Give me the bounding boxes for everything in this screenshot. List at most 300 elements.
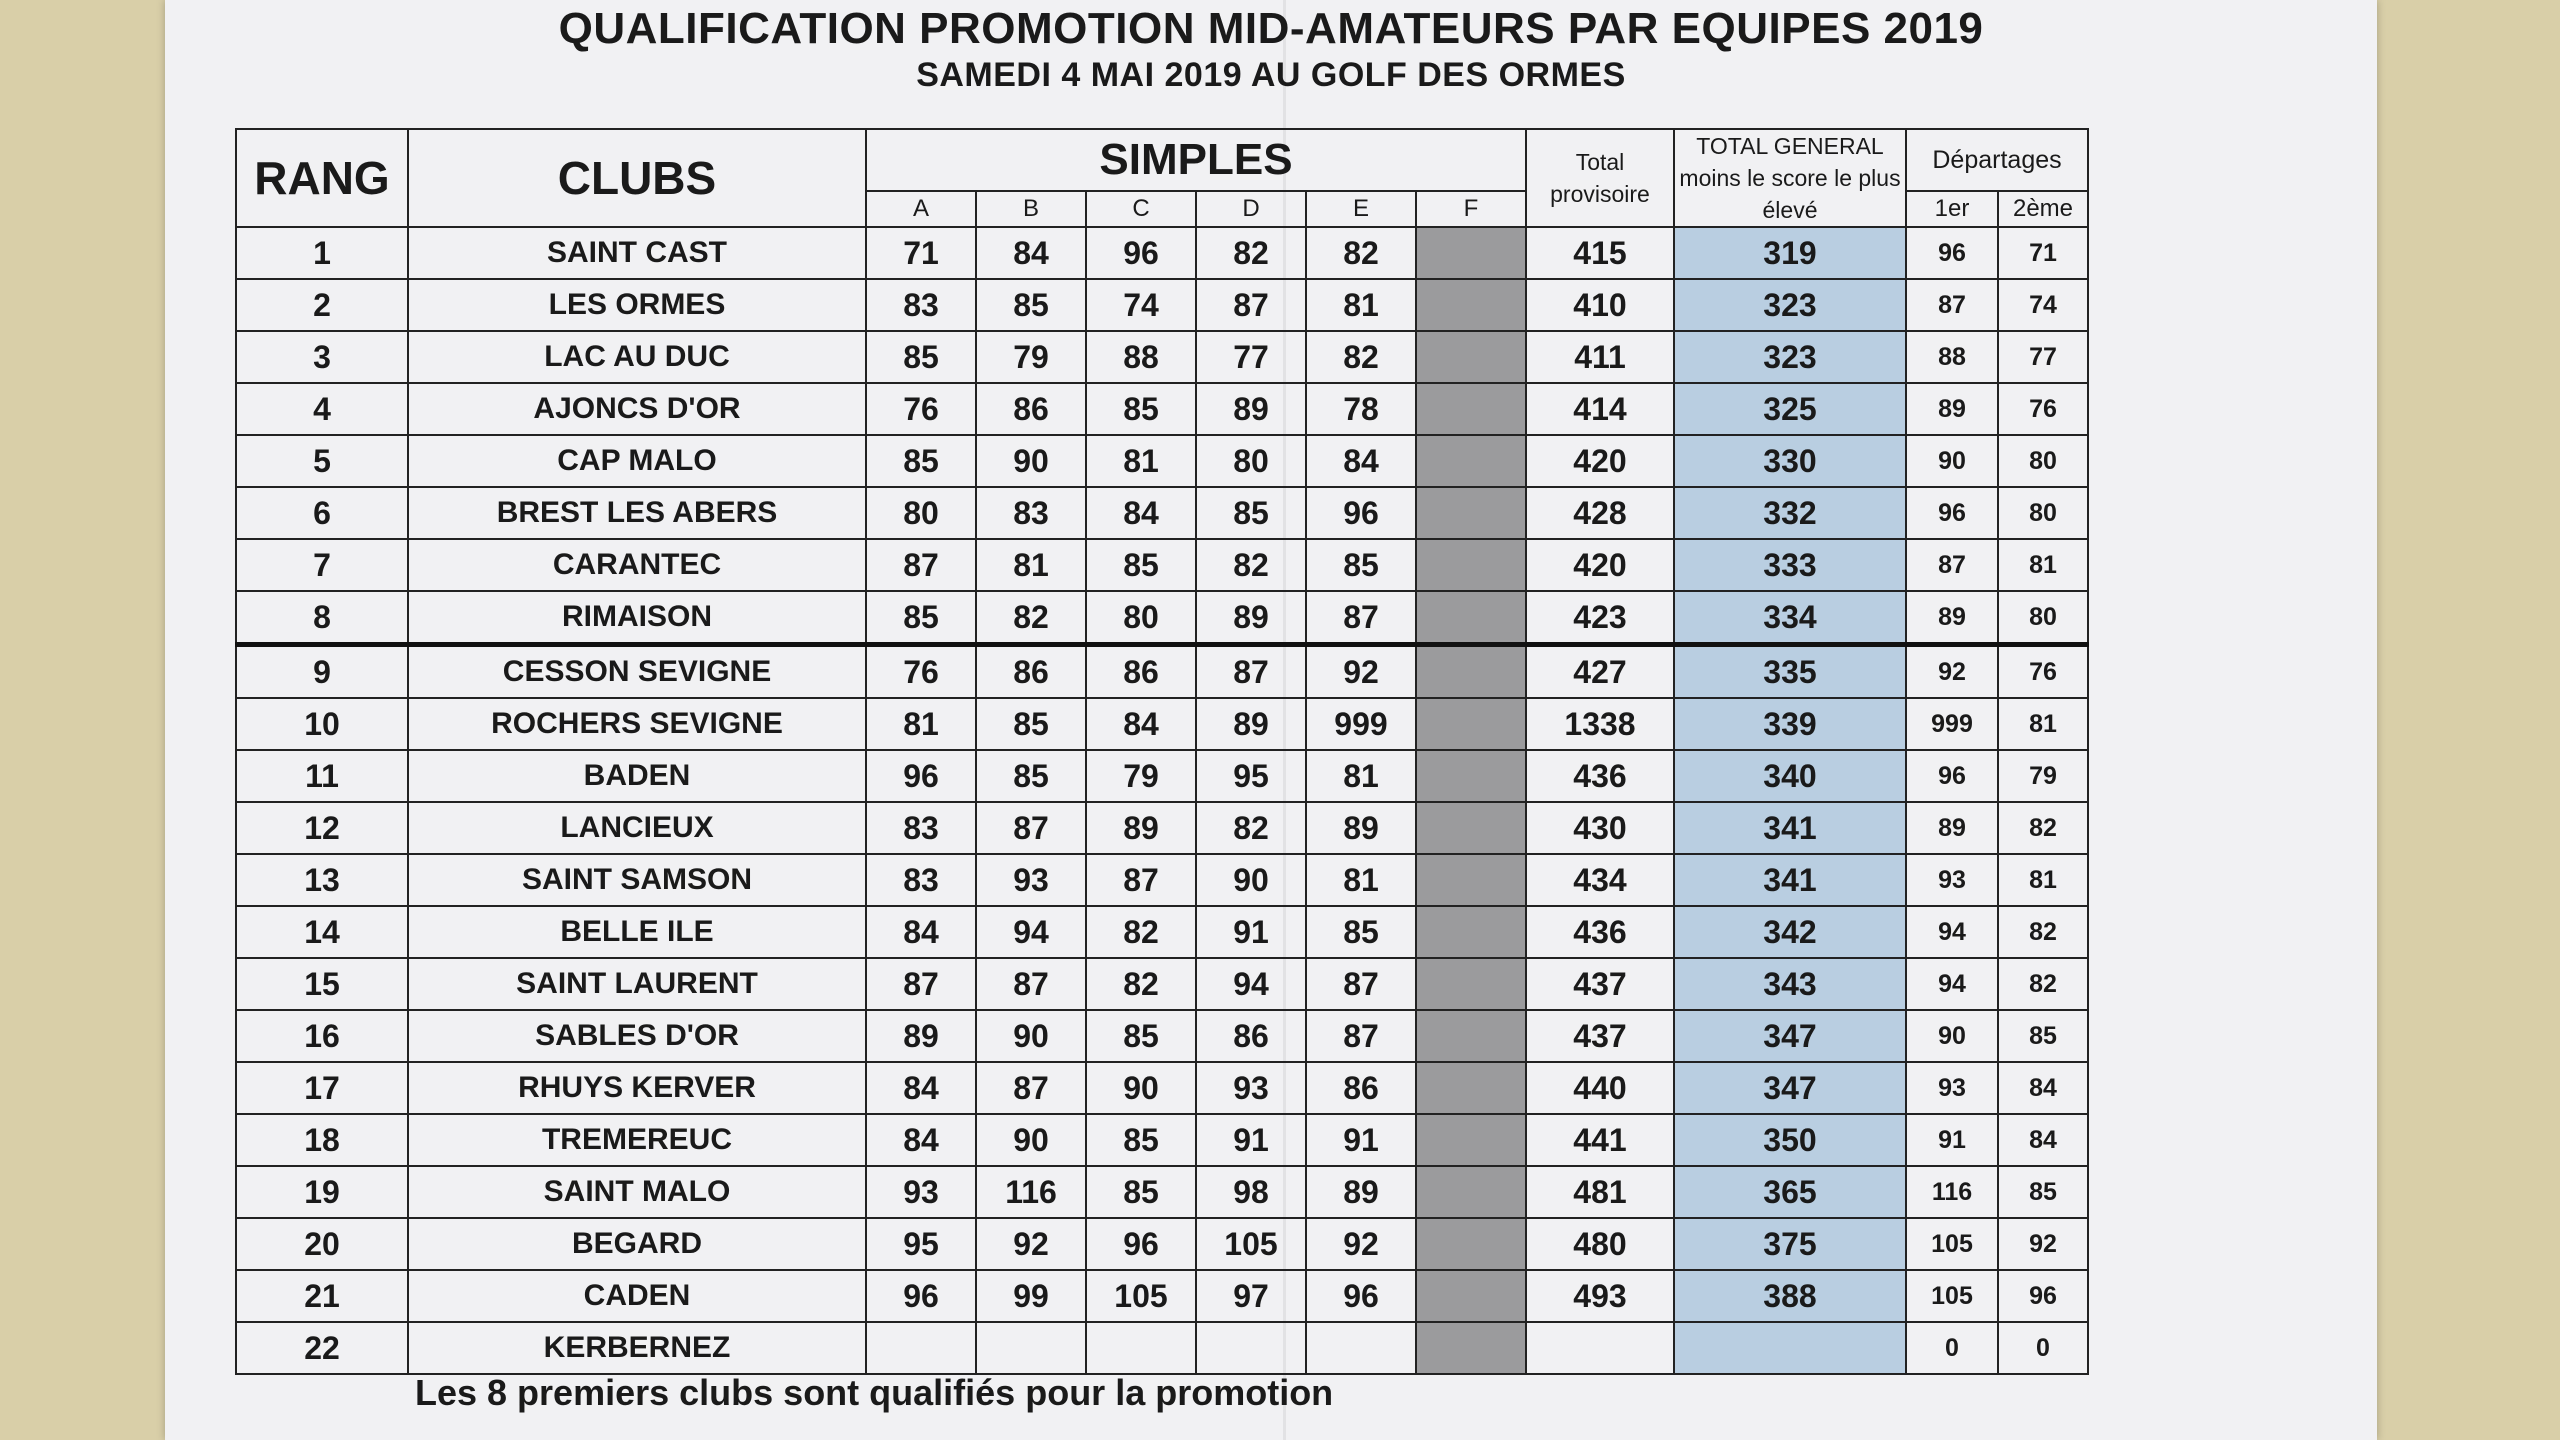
score-b-cell: 87 <box>976 802 1086 854</box>
results-body <box>236 227 2088 1374</box>
score-a-cell: 85 <box>866 435 976 487</box>
score-c-cell: 81 <box>1086 435 1196 487</box>
score-e-cell: 999 <box>1306 698 1416 750</box>
score-f-cell <box>1416 227 1526 279</box>
table-row <box>236 331 2088 383</box>
rang-cell: 5 <box>236 435 408 487</box>
table-row <box>236 750 2088 802</box>
score-d-cell: 86 <box>1196 1010 1306 1062</box>
total-general-cell: 339 <box>1674 698 1906 750</box>
score-f-cell <box>1416 645 1526 699</box>
score-c-cell: 96 <box>1086 227 1196 279</box>
score-a-cell: 87 <box>866 539 976 591</box>
departage-2eme-cell: 82 <box>1998 958 2088 1010</box>
score-d-cell: 82 <box>1196 227 1306 279</box>
departage-1er-cell: 116 <box>1906 1166 1998 1218</box>
score-f-cell <box>1416 279 1526 331</box>
score-a-cell: 83 <box>866 854 976 906</box>
score-d-cell: 82 <box>1196 539 1306 591</box>
departage-2eme-cell: 79 <box>1998 750 2088 802</box>
score-c-cell: 84 <box>1086 487 1196 539</box>
score-e-cell: 85 <box>1306 539 1416 591</box>
score-d-cell: 77 <box>1196 331 1306 383</box>
total-provisoire-cell: 420 <box>1526 435 1674 487</box>
club-cell: BEGARD <box>408 1218 866 1270</box>
table-row <box>236 958 2088 1010</box>
score-a-cell: 81 <box>866 698 976 750</box>
departage-2eme-cell: 92 <box>1998 1218 2088 1270</box>
departage-2eme-cell: 81 <box>1998 698 2088 750</box>
departage-1er-cell: 93 <box>1906 854 1998 906</box>
header-rang: RANG <box>236 129 408 227</box>
score-e-cell <box>1306 1322 1416 1374</box>
departage-1er-cell: 93 <box>1906 1062 1998 1114</box>
score-e-cell: 81 <box>1306 854 1416 906</box>
score-c-cell: 80 <box>1086 591 1196 645</box>
table-row <box>236 906 2088 958</box>
departage-2eme-cell: 81 <box>1998 539 2088 591</box>
table-row <box>236 487 2088 539</box>
table-row <box>236 1166 2088 1218</box>
total-general-cell: 347 <box>1674 1010 1906 1062</box>
score-e-cell: 96 <box>1306 1270 1416 1322</box>
score-a-cell: 87 <box>866 958 976 1010</box>
departage-1er-cell: 96 <box>1906 487 1998 539</box>
score-e-cell: 92 <box>1306 645 1416 699</box>
score-e-cell: 96 <box>1306 487 1416 539</box>
table-row <box>236 1114 2088 1166</box>
departage-1er-cell: 87 <box>1906 539 1998 591</box>
total-provisoire-cell: 1338 <box>1526 698 1674 750</box>
club-cell: AJONCS D'OR <box>408 383 866 435</box>
score-b-cell: 94 <box>976 906 1086 958</box>
score-d-cell: 91 <box>1196 1114 1306 1166</box>
score-b-cell: 79 <box>976 331 1086 383</box>
total-general-cell: 334 <box>1674 591 1906 645</box>
departage-1er-cell: 0 <box>1906 1322 1998 1374</box>
table-row <box>236 539 2088 591</box>
total-general-cell: 332 <box>1674 487 1906 539</box>
club-cell: CADEN <box>408 1270 866 1322</box>
score-f-cell <box>1416 435 1526 487</box>
score-f-cell <box>1416 383 1526 435</box>
score-f-cell <box>1416 1218 1526 1270</box>
score-a-cell: 96 <box>866 1270 976 1322</box>
table-row <box>236 227 2088 279</box>
score-f-cell <box>1416 1010 1526 1062</box>
score-b-cell: 82 <box>976 591 1086 645</box>
score-d-cell: 105 <box>1196 1218 1306 1270</box>
total-general-cell: 333 <box>1674 539 1906 591</box>
score-d-cell: 91 <box>1196 906 1306 958</box>
score-b-cell: 83 <box>976 487 1086 539</box>
total-provisoire-cell: 430 <box>1526 802 1674 854</box>
score-a-cell: 96 <box>866 750 976 802</box>
score-c-cell: 85 <box>1086 1166 1196 1218</box>
score-d-cell: 93 <box>1196 1062 1306 1114</box>
score-f-cell <box>1416 487 1526 539</box>
score-e-cell: 78 <box>1306 383 1416 435</box>
table-row <box>236 645 2088 699</box>
header-dep-2eme: 2ème <box>1998 191 2088 227</box>
club-cell: SAINT CAST <box>408 227 866 279</box>
club-cell: SAINT MALO <box>408 1166 866 1218</box>
header-col-e: E <box>1306 191 1416 227</box>
score-c-cell: 82 <box>1086 906 1196 958</box>
score-f-cell <box>1416 591 1526 645</box>
rang-cell: 16 <box>236 1010 408 1062</box>
score-e-cell: 91 <box>1306 1114 1416 1166</box>
score-f-cell <box>1416 854 1526 906</box>
table-row <box>236 698 2088 750</box>
departage-1er-cell: 999 <box>1906 698 1998 750</box>
rang-cell: 6 <box>236 487 408 539</box>
score-a-cell: 89 <box>866 1010 976 1062</box>
header-col-a: A <box>866 191 976 227</box>
score-b-cell: 86 <box>976 383 1086 435</box>
total-provisoire-cell: 437 <box>1526 958 1674 1010</box>
total-general-cell: 341 <box>1674 854 1906 906</box>
table-row <box>236 854 2088 906</box>
departage-1er-cell: 92 <box>1906 645 1998 699</box>
score-e-cell: 81 <box>1306 750 1416 802</box>
score-c-cell: 89 <box>1086 802 1196 854</box>
rang-cell: 14 <box>236 906 408 958</box>
table-row <box>236 383 2088 435</box>
departage-2eme-cell: 77 <box>1998 331 2088 383</box>
club-cell: CAP MALO <box>408 435 866 487</box>
score-c-cell: 87 <box>1086 854 1196 906</box>
total-general-cell: 341 <box>1674 802 1906 854</box>
total-general-cell: 340 <box>1674 750 1906 802</box>
departage-1er-cell: 94 <box>1906 906 1998 958</box>
club-cell: LANCIEUX <box>408 802 866 854</box>
score-e-cell: 82 <box>1306 331 1416 383</box>
score-e-cell: 89 <box>1306 1166 1416 1218</box>
departage-1er-cell: 91 <box>1906 1114 1998 1166</box>
rang-cell: 2 <box>236 279 408 331</box>
total-provisoire-cell: 436 <box>1526 906 1674 958</box>
score-b-cell: 90 <box>976 1010 1086 1062</box>
table-row <box>236 1062 2088 1114</box>
total-general-cell: 388 <box>1674 1270 1906 1322</box>
score-a-cell: 95 <box>866 1218 976 1270</box>
header-simples: SIMPLES <box>866 129 1526 191</box>
score-a-cell <box>866 1322 976 1374</box>
rang-cell: 22 <box>236 1322 408 1374</box>
total-general-cell: 335 <box>1674 645 1906 699</box>
score-d-cell: 89 <box>1196 698 1306 750</box>
rang-cell: 18 <box>236 1114 408 1166</box>
total-provisoire-cell: 415 <box>1526 227 1674 279</box>
header-general: TOTAL GENERAL moins le score le plus élevé <box>1674 129 1906 227</box>
results-table <box>235 128 2089 1375</box>
total-provisoire-cell: 480 <box>1526 1218 1674 1270</box>
score-a-cell: 93 <box>866 1166 976 1218</box>
score-f-cell <box>1416 539 1526 591</box>
departage-1er-cell: 94 <box>1906 958 1998 1010</box>
club-cell: LES ORMES <box>408 279 866 331</box>
departage-2eme-cell: 76 <box>1998 645 2088 699</box>
total-general-cell <box>1674 1322 1906 1374</box>
club-cell: RIMAISON <box>408 591 866 645</box>
total-provisoire-cell: 411 <box>1526 331 1674 383</box>
score-b-cell: 99 <box>976 1270 1086 1322</box>
departage-2eme-cell: 76 <box>1998 383 2088 435</box>
departage-2eme-cell: 71 <box>1998 227 2088 279</box>
departage-1er-cell: 96 <box>1906 227 1998 279</box>
total-general-cell: 350 <box>1674 1114 1906 1166</box>
total-provisoire-cell: 427 <box>1526 645 1674 699</box>
rang-cell: 9 <box>236 645 408 699</box>
score-d-cell: 89 <box>1196 591 1306 645</box>
rang-cell: 10 <box>236 698 408 750</box>
rang-cell: 17 <box>236 1062 408 1114</box>
club-cell: LAC AU DUC <box>408 331 866 383</box>
document-subtitle: SAMEDI 4 MAI 2019 AU GOLF DES ORMES <box>916 56 1626 94</box>
score-b-cell: 92 <box>976 1218 1086 1270</box>
score-c-cell: 90 <box>1086 1062 1196 1114</box>
score-f-cell <box>1416 1322 1526 1374</box>
total-provisoire-cell: 434 <box>1526 854 1674 906</box>
footnote: Les 8 premiers clubs sont qualifiés pour la promotion <box>415 1372 1334 1413</box>
header-col-c: C <box>1086 191 1196 227</box>
score-c-cell: 86 <box>1086 645 1196 699</box>
total-provisoire-cell: 441 <box>1526 1114 1674 1166</box>
departage-2eme-cell: 80 <box>1998 487 2088 539</box>
score-d-cell: 90 <box>1196 854 1306 906</box>
rang-cell: 13 <box>236 854 408 906</box>
club-cell: CARANTEC <box>408 539 866 591</box>
departage-2eme-cell: 96 <box>1998 1270 2088 1322</box>
score-d-cell: 87 <box>1196 645 1306 699</box>
table-row <box>236 1270 2088 1322</box>
club-cell: SAINT LAURENT <box>408 958 866 1010</box>
club-cell: KERBERNEZ <box>408 1322 866 1374</box>
score-c-cell: 84 <box>1086 698 1196 750</box>
departage-1er-cell: 105 <box>1906 1218 1998 1270</box>
club-cell: BELLE ILE <box>408 906 866 958</box>
score-e-cell: 87 <box>1306 958 1416 1010</box>
score-f-cell <box>1416 802 1526 854</box>
score-c-cell: 85 <box>1086 1010 1196 1062</box>
table-row <box>236 802 2088 854</box>
rang-cell: 1 <box>236 227 408 279</box>
rang-cell: 15 <box>236 958 408 1010</box>
score-a-cell: 85 <box>866 591 976 645</box>
score-a-cell: 76 <box>866 645 976 699</box>
table-row <box>236 1218 2088 1270</box>
total-general-cell: 347 <box>1674 1062 1906 1114</box>
score-e-cell: 89 <box>1306 802 1416 854</box>
header-departages: Départages <box>1906 129 2088 191</box>
total-general-cell: 325 <box>1674 383 1906 435</box>
score-b-cell: 85 <box>976 698 1086 750</box>
score-e-cell: 87 <box>1306 591 1416 645</box>
departage-1er-cell: 89 <box>1906 591 1998 645</box>
score-f-cell <box>1416 1114 1526 1166</box>
total-general-cell: 343 <box>1674 958 1906 1010</box>
score-e-cell: 81 <box>1306 279 1416 331</box>
score-f-cell <box>1416 1270 1526 1322</box>
score-f-cell <box>1416 1062 1526 1114</box>
total-provisoire-cell <box>1526 1322 1674 1374</box>
departage-2eme-cell: 84 <box>1998 1114 2088 1166</box>
score-c-cell: 85 <box>1086 383 1196 435</box>
score-d-cell: 94 <box>1196 958 1306 1010</box>
rang-cell: 21 <box>236 1270 408 1322</box>
score-c-cell: 79 <box>1086 750 1196 802</box>
score-b-cell: 87 <box>976 1062 1086 1114</box>
score-b-cell: 90 <box>976 435 1086 487</box>
score-a-cell: 80 <box>866 487 976 539</box>
rang-cell: 11 <box>236 750 408 802</box>
score-b-cell <box>976 1322 1086 1374</box>
document-title: QUALIFICATION PROMOTION MID-AMATEURS PAR EQUIPES 2019 <box>558 4 1984 53</box>
total-provisoire-cell: 414 <box>1526 383 1674 435</box>
score-a-cell: 85 <box>866 331 976 383</box>
total-provisoire-cell: 410 <box>1526 279 1674 331</box>
score-a-cell: 84 <box>866 1114 976 1166</box>
rang-cell: 4 <box>236 383 408 435</box>
total-provisoire-cell: 493 <box>1526 1270 1674 1322</box>
score-a-cell: 84 <box>866 1062 976 1114</box>
total-provisoire-cell: 481 <box>1526 1166 1674 1218</box>
club-cell: ROCHERS SEVIGNE <box>408 698 866 750</box>
club-cell: SABLES D'OR <box>408 1010 866 1062</box>
total-general-cell: 323 <box>1674 279 1906 331</box>
rang-cell: 3 <box>236 331 408 383</box>
score-b-cell: 84 <box>976 227 1086 279</box>
departage-2eme-cell: 0 <box>1998 1322 2088 1374</box>
score-b-cell: 86 <box>976 645 1086 699</box>
header-col-d: D <box>1196 191 1306 227</box>
score-b-cell: 90 <box>976 1114 1086 1166</box>
total-provisoire-cell: 436 <box>1526 750 1674 802</box>
departage-2eme-cell: 74 <box>1998 279 2088 331</box>
score-c-cell: 88 <box>1086 331 1196 383</box>
header-col-b: B <box>976 191 1086 227</box>
header-clubs: CLUBS <box>408 129 866 227</box>
score-b-cell: 87 <box>976 958 1086 1010</box>
total-provisoire-cell: 420 <box>1526 539 1674 591</box>
rang-cell: 19 <box>236 1166 408 1218</box>
club-cell: CESSON SEVIGNE <box>408 645 866 699</box>
departage-1er-cell: 90 <box>1906 435 1998 487</box>
table-row <box>236 591 2088 645</box>
total-general-cell: 342 <box>1674 906 1906 958</box>
score-b-cell: 85 <box>976 279 1086 331</box>
total-general-cell: 365 <box>1674 1166 1906 1218</box>
departage-1er-cell: 87 <box>1906 279 1998 331</box>
score-a-cell: 71 <box>866 227 976 279</box>
score-c-cell: 85 <box>1086 1114 1196 1166</box>
header-dep-1er: 1er <box>1906 191 1998 227</box>
total-general-cell: 323 <box>1674 331 1906 383</box>
club-cell: RHUYS KERVER <box>408 1062 866 1114</box>
score-d-cell: 95 <box>1196 750 1306 802</box>
departage-2eme-cell: 81 <box>1998 854 2088 906</box>
departage-1er-cell: 89 <box>1906 383 1998 435</box>
total-general-cell: 330 <box>1674 435 1906 487</box>
departage-2eme-cell: 82 <box>1998 802 2088 854</box>
paper-sheet <box>165 0 2377 1440</box>
total-general-cell: 375 <box>1674 1218 1906 1270</box>
total-provisoire-cell: 428 <box>1526 487 1674 539</box>
score-f-cell <box>1416 958 1526 1010</box>
departage-2eme-cell: 80 <box>1998 435 2088 487</box>
club-cell: SAINT SAMSON <box>408 854 866 906</box>
score-e-cell: 85 <box>1306 906 1416 958</box>
departage-1er-cell: 90 <box>1906 1010 1998 1062</box>
score-b-cell: 116 <box>976 1166 1086 1218</box>
score-f-cell <box>1416 1166 1526 1218</box>
score-e-cell: 87 <box>1306 1010 1416 1062</box>
score-d-cell: 82 <box>1196 802 1306 854</box>
score-e-cell: 84 <box>1306 435 1416 487</box>
score-b-cell: 93 <box>976 854 1086 906</box>
score-f-cell <box>1416 750 1526 802</box>
score-d-cell: 87 <box>1196 279 1306 331</box>
club-cell: TREMEREUC <box>408 1114 866 1166</box>
header-total: Total provisoire <box>1526 129 1674 227</box>
table-row <box>236 1322 2088 1374</box>
score-a-cell: 84 <box>866 906 976 958</box>
score-a-cell: 83 <box>866 279 976 331</box>
departage-2eme-cell: 84 <box>1998 1062 2088 1114</box>
score-a-cell: 83 <box>866 802 976 854</box>
departage-2eme-cell: 80 <box>1998 591 2088 645</box>
score-d-cell: 80 <box>1196 435 1306 487</box>
rang-cell: 8 <box>236 591 408 645</box>
score-c-cell: 74 <box>1086 279 1196 331</box>
header-col-f: F <box>1416 191 1526 227</box>
departage-1er-cell: 96 <box>1906 750 1998 802</box>
score-c-cell: 85 <box>1086 539 1196 591</box>
score-f-cell <box>1416 698 1526 750</box>
score-c-cell <box>1086 1322 1196 1374</box>
departage-2eme-cell: 85 <box>1998 1166 2088 1218</box>
departage-2eme-cell: 82 <box>1998 906 2088 958</box>
club-cell: BADEN <box>408 750 866 802</box>
score-f-cell <box>1416 906 1526 958</box>
rang-cell: 12 <box>236 802 408 854</box>
score-c-cell: 96 <box>1086 1218 1196 1270</box>
score-b-cell: 81 <box>976 539 1086 591</box>
departage-1er-cell: 89 <box>1906 802 1998 854</box>
score-e-cell: 92 <box>1306 1218 1416 1270</box>
club-cell: BREST LES ABERS <box>408 487 866 539</box>
total-provisoire-cell: 423 <box>1526 591 1674 645</box>
table-row <box>236 1010 2088 1062</box>
table-row <box>236 435 2088 487</box>
score-e-cell: 82 <box>1306 227 1416 279</box>
score-b-cell: 85 <box>976 750 1086 802</box>
rang-cell: 20 <box>236 1218 408 1270</box>
score-c-cell: 82 <box>1086 958 1196 1010</box>
score-d-cell: 89 <box>1196 383 1306 435</box>
table-row <box>236 279 2088 331</box>
departage-2eme-cell: 85 <box>1998 1010 2088 1062</box>
score-d-cell: 98 <box>1196 1166 1306 1218</box>
score-d-cell <box>1196 1322 1306 1374</box>
total-general-cell: 319 <box>1674 227 1906 279</box>
score-d-cell: 85 <box>1196 487 1306 539</box>
departage-1er-cell: 105 <box>1906 1270 1998 1322</box>
rang-cell: 7 <box>236 539 408 591</box>
score-d-cell: 97 <box>1196 1270 1306 1322</box>
total-provisoire-cell: 440 <box>1526 1062 1674 1114</box>
